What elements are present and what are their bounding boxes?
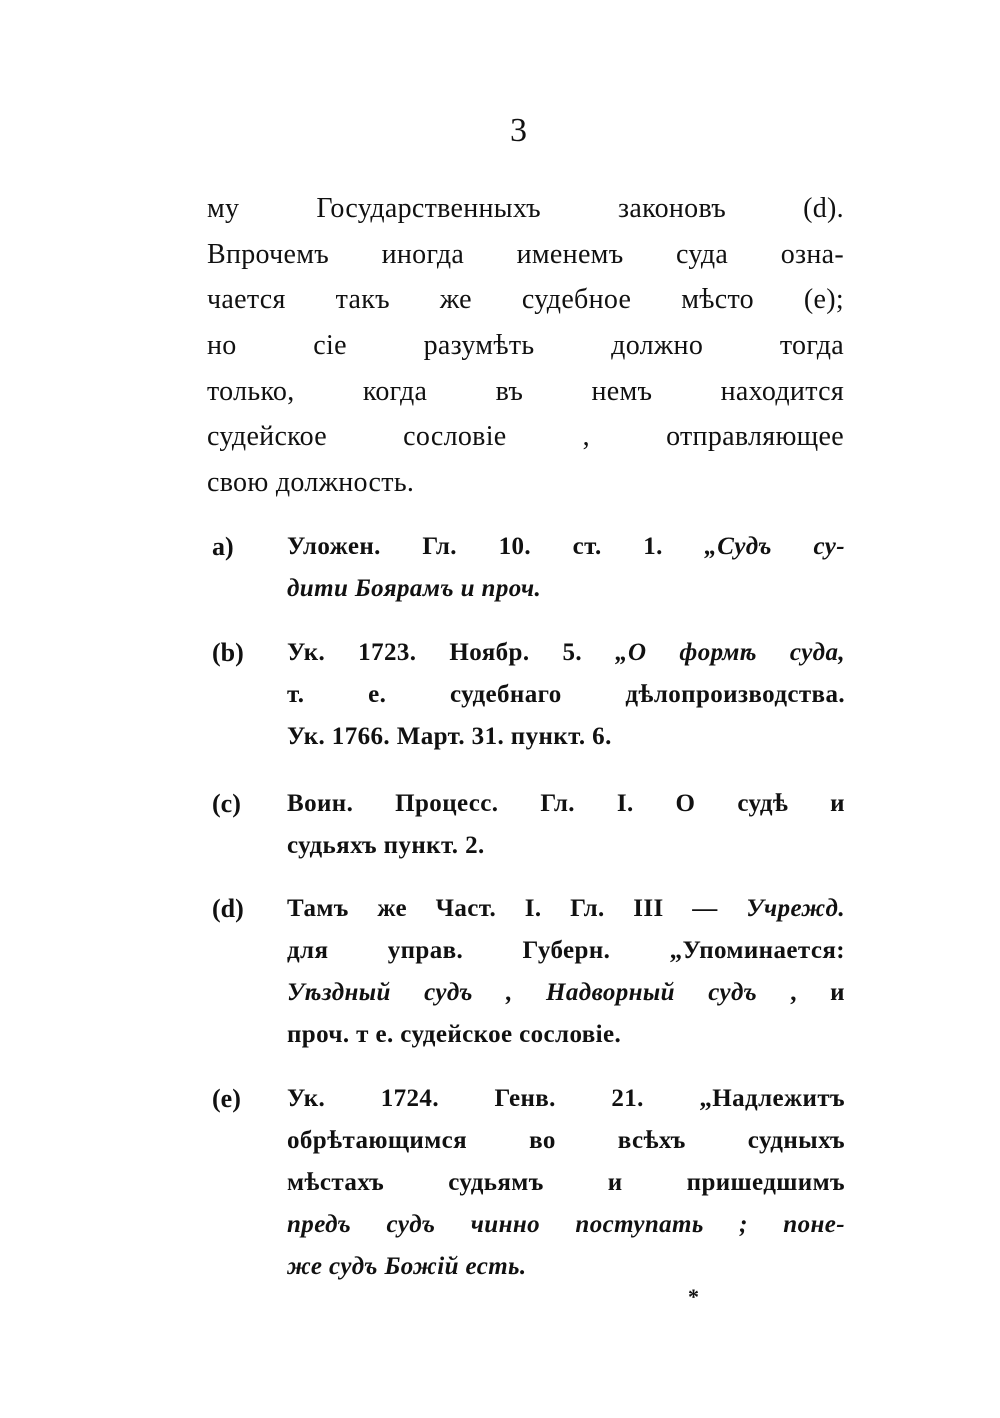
text-segment: чается такъ же судебное мѣсто (e); [207, 284, 844, 316]
footnote-label: a) [212, 532, 234, 561]
text-line [207, 369, 844, 415]
text-segment: Ук. 1724. Генв. 21. „Надлежитъ [287, 1085, 845, 1112]
text-segment: му Государственныхъ законовъ (d). [207, 193, 844, 224]
footnote-label: (c) [212, 789, 241, 818]
text-line [287, 930, 845, 972]
footnote-label: (d) [212, 894, 244, 923]
text-segment: Тамъ же Част. I. Гл. III — [287, 895, 747, 922]
text-line [287, 1014, 845, 1056]
text-segment: только, когда въ немъ находится [207, 375, 844, 407]
footnote-body [287, 1078, 845, 1288]
text-segment: , и [757, 979, 845, 1006]
page-number: 3 [510, 112, 527, 149]
text-line [207, 277, 844, 323]
text-segment: свою должность. [207, 467, 415, 499]
text-line [287, 1120, 845, 1162]
text-line [287, 716, 845, 758]
italic-text: предъ судъ чинно поступать ; поне- [287, 1211, 845, 1238]
italic-text: „Судъ су- [704, 533, 845, 560]
text-line [207, 460, 844, 506]
text-line [287, 632, 845, 674]
footnote-label: (e) [212, 1084, 241, 1113]
text-line [287, 568, 845, 610]
text-line [207, 232, 844, 278]
text-line [287, 888, 845, 930]
text-line [287, 825, 845, 867]
text-line [207, 323, 844, 369]
text-segment: Ук. 1723. Ноябр. 5. [287, 639, 616, 666]
text-segment: Ук. 1766. Март. 31. пункт. 6. [287, 723, 612, 750]
body-text [207, 186, 844, 506]
text-line [287, 526, 845, 568]
footnote-body [287, 632, 845, 758]
text-segment: проч. т е. судейское сословiе. [287, 1021, 622, 1048]
text-line [287, 972, 845, 1014]
italic-text: „О формѣ суда, [615, 639, 845, 666]
text-segment: Воин. Процесс. Гл. I. О судѣ и [287, 790, 845, 817]
text-segment: мѣстахъ судьямъ и пришедшимъ [287, 1169, 845, 1196]
footnote-body [287, 888, 845, 1056]
text-line [287, 1078, 845, 1120]
footnote-body [287, 526, 845, 610]
signature-mark: * [688, 1284, 699, 1309]
text-line [207, 186, 844, 232]
italic-text: Уѣздный судъ , Надворный судъ [287, 979, 758, 1006]
text-line [207, 414, 844, 460]
text-line [287, 1246, 845, 1288]
text-segment: Впрочемъ иногда именемъ суда озна- [207, 238, 844, 270]
text-line [287, 1204, 845, 1246]
text-segment: для управ. Губерн. „Упоминается: [287, 937, 845, 964]
text-line [287, 1162, 845, 1204]
italic-text: Учрежд. [746, 895, 845, 922]
text-segment: т. е. судебнаго дѣлопроизводства. [287, 681, 845, 708]
text-segment: судейское сословiе , отправляющее [207, 421, 844, 453]
text-line [287, 783, 845, 825]
footnote-label: (b) [212, 638, 244, 667]
italic-text: дити Боярамъ и проч. [287, 575, 542, 602]
text-segment: Уложен. Гл. 10. ст. 1. [287, 533, 705, 560]
text-segment: судьяхъ пункт. 2. [287, 832, 485, 859]
text-segment: обрѣтающимся во всѣхъ судныхъ [287, 1127, 845, 1154]
text-line [287, 674, 845, 716]
footnote-body [287, 783, 845, 867]
text-segment: но сiе разумѣть должно тогда [207, 330, 844, 362]
italic-text: же судъ Божiй есть. [287, 1253, 527, 1280]
